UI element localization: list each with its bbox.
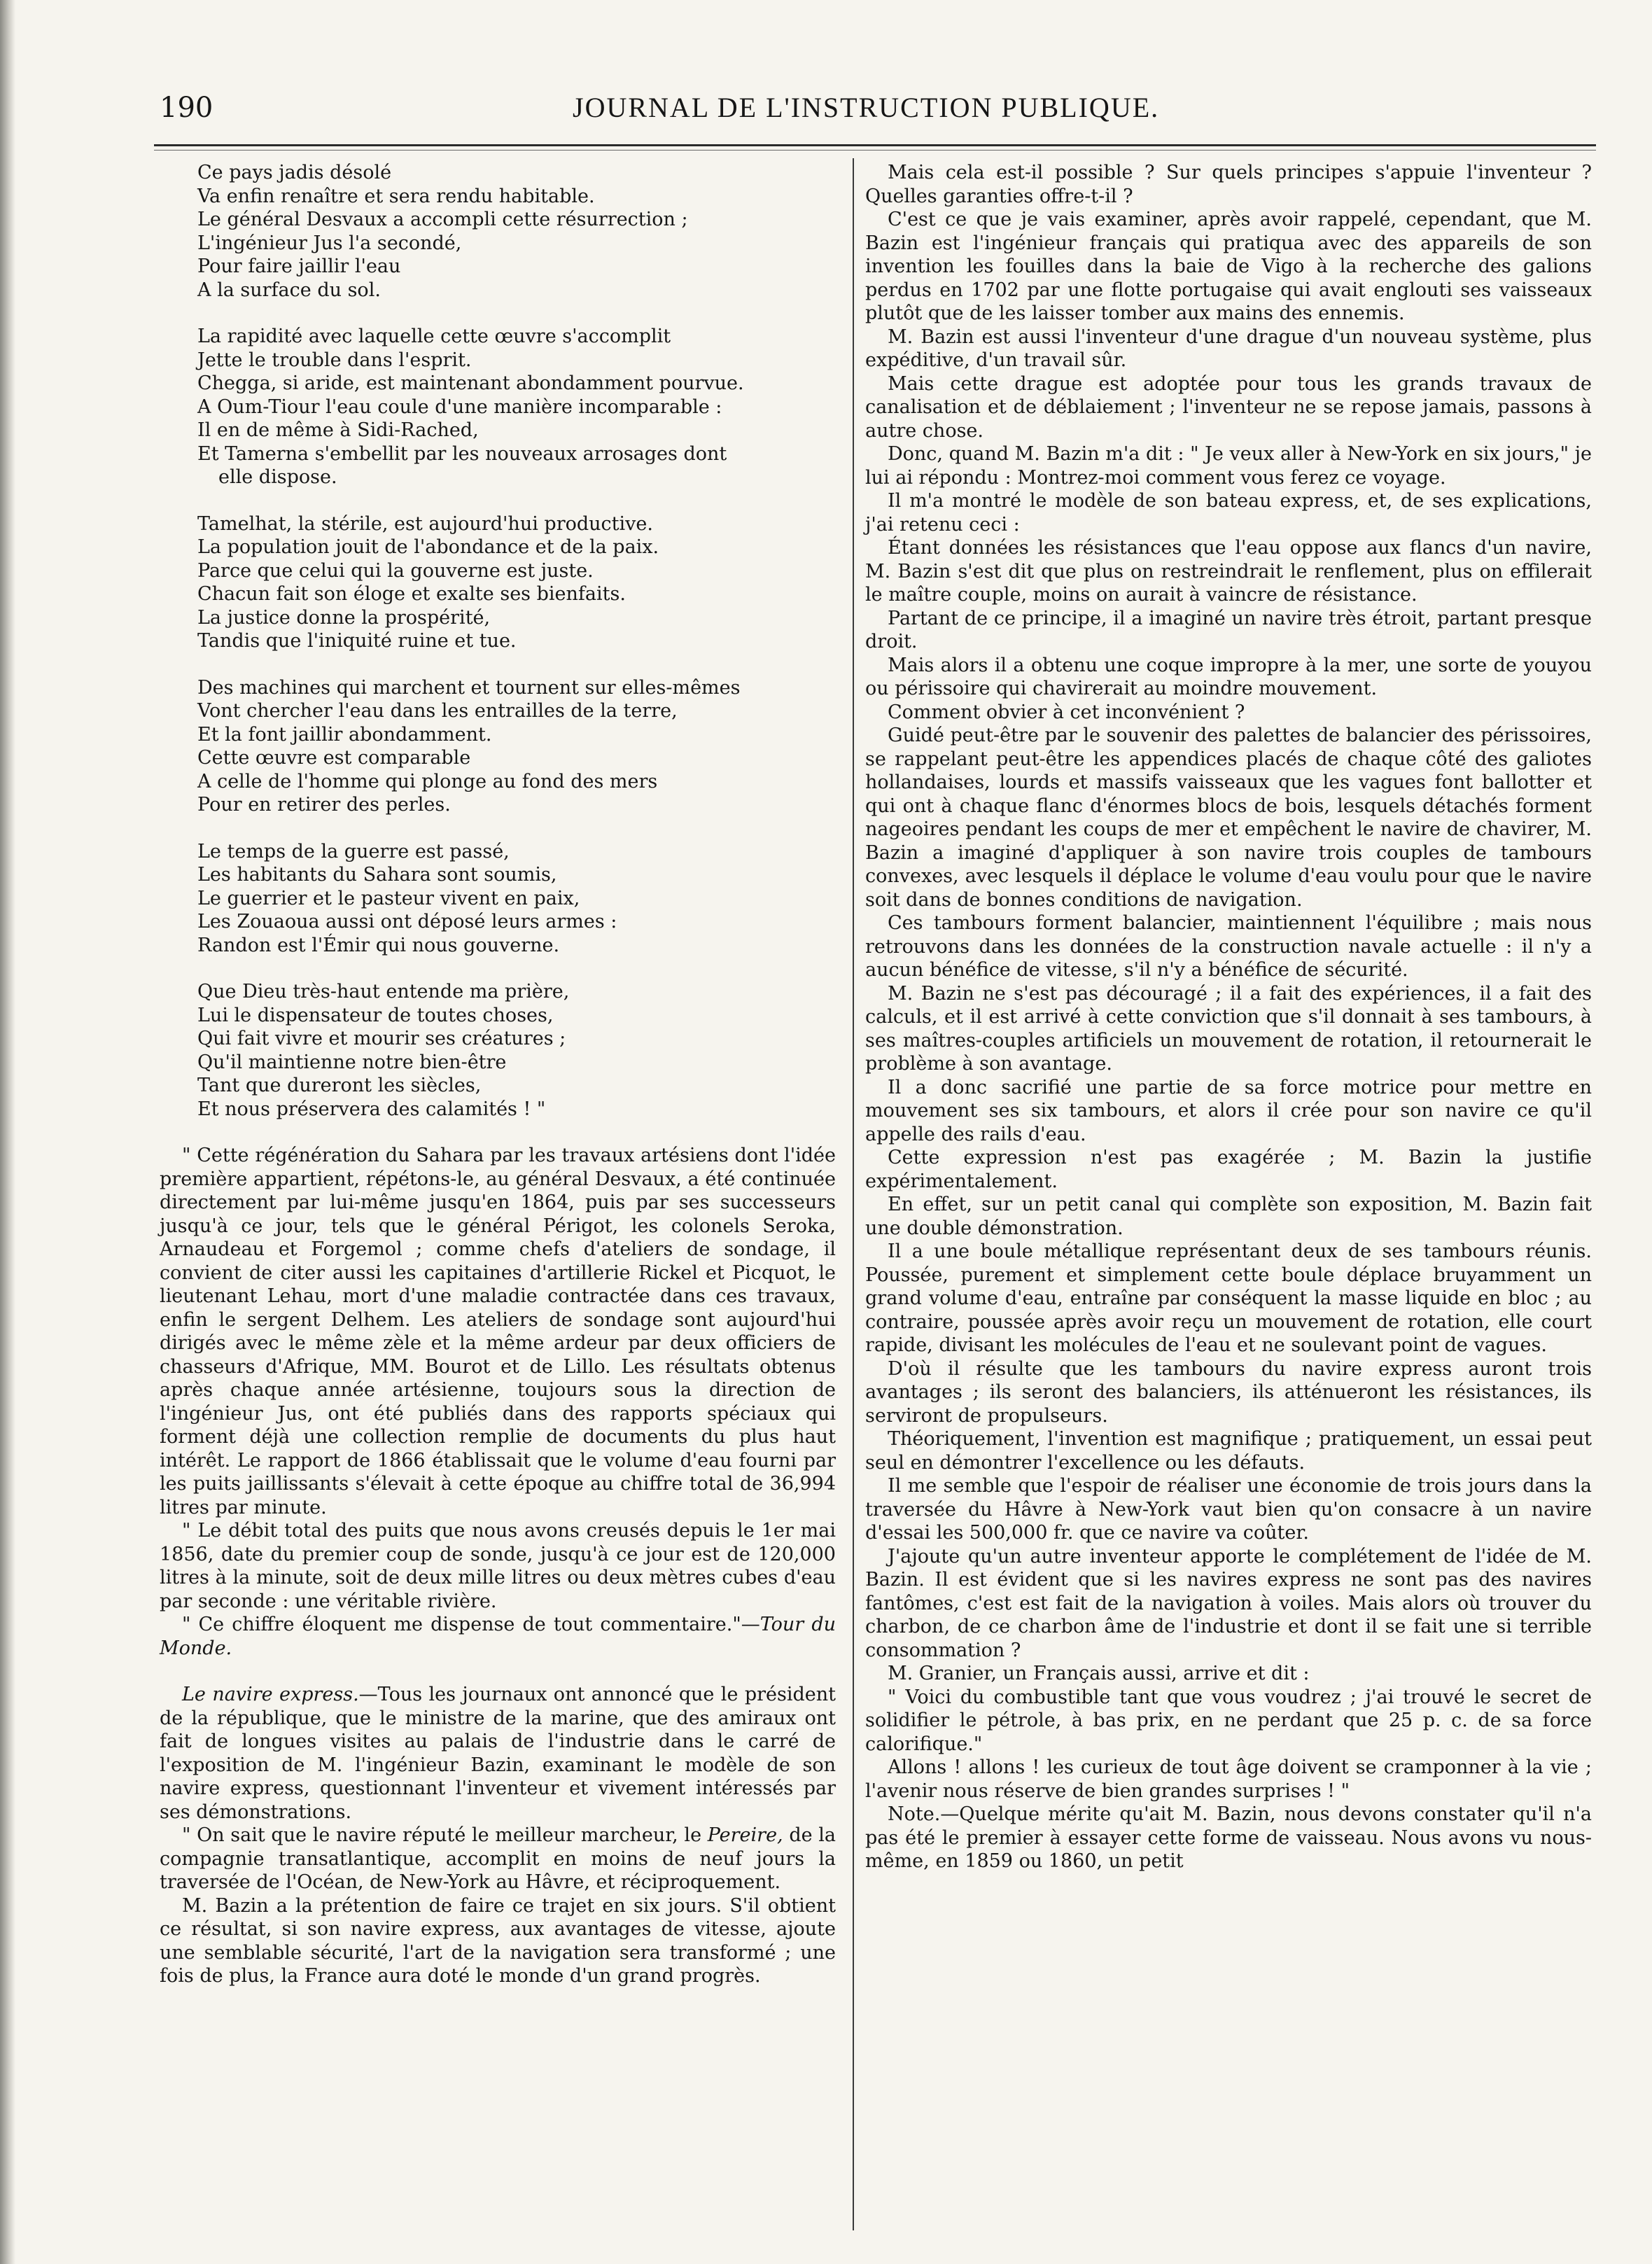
quote-text: " Ce chiffre éloquent me dispense de tout commentaire."—	[182, 1614, 760, 1635]
poem-line: Jette le trouble dans l'esprit.	[197, 349, 472, 371]
article-paragraph: Ces tambours forment balancier, maintiennent l'équilibre ; mais nous retrouvons dans les données de la construction navale actuelle : il n'y a aucun bénéfice de vitesse, s'il n'y a bénéfice de sécurité.	[865, 912, 1592, 981]
page-number: 190	[160, 92, 214, 124]
article-text: —Tous les journaux ont annoncé que le président de la république, que le ministre de la marine, que des amiraux ont fait de longues visites au palais de l'industrie dans le carré de l'exposition de M. l'ingénieur Bazin, examinant le modèle de son navire express, questionnant l'inventeur et vivement intéressés par ses démonstrations.	[160, 1684, 836, 1823]
poem-line: Le général Desvaux a accompli cette résurrection ;	[197, 209, 688, 230]
poem-line: Vont chercher l'eau dans les entrailles de la terre,	[197, 700, 678, 722]
article-paragraph	[160, 1824, 836, 1894]
right-column	[865, 161, 1592, 1873]
article-paragraph: Il m'a montré le modèle de son bateau express, et, de ses explications, j'ai retenu ceci :	[865, 490, 1592, 536]
article-paragraph: C'est ce que je vais examiner, après avoir rappelé, cependant, que M. Bazin est l'ingénieur français qui pratiqua avec des appareils de son invention les fouilles dans la baie de Vigo à la recherche des galions perdus en 1702 par une flotte portugaise qui avait englouti ses vaisseaux plutôt que de les laisser tomber aux mains des ennemis.	[865, 209, 1592, 324]
article-paragraph: Cette expression n'est pas exagérée ; M. Bazin la justifie expérimentalement.	[865, 1147, 1592, 1192]
article-paragraph: " Voici du combustible tant que vous voudrez ; j'ai trouvé le secret de solidifier le pétrole, à bas prix, en ne perdant que 25 p. c. de sa force calorifique."	[865, 1686, 1592, 1755]
poem-line: Pour faire jaillir l'eau	[197, 256, 401, 277]
article-paragraph: Note.—Quelque mérite qu'ait M. Bazin, nous devons constater qu'il n'a pas été le premier à essayer cette forme de vaisseau. Nous avons vu nous-même, en 1859 ou 1860, un petit	[865, 1803, 1592, 1872]
article-heading: Le navire express.	[182, 1684, 359, 1705]
poem-line: La population jouit de l'abondance et de la paix.	[197, 536, 659, 558]
poem-stanza	[197, 512, 836, 653]
poem-line: Et nous préservera des calamités ! "	[197, 1098, 546, 1120]
poem-stanza	[197, 980, 836, 1121]
poem-line: Il en de même à Sidi-Rached,	[197, 419, 479, 441]
article-paragraph: Partant de ce principe, il a imaginé un navire très étroit, partant presque droit.	[865, 607, 1592, 652]
ship-name: Pereire,	[707, 1824, 783, 1846]
poem-line: A celle de l'homme qui plonge au fond des mers	[197, 770, 658, 792]
article-paragraph	[160, 1683, 836, 1824]
poem-line: Va enfin renaître et sera rendu habitable.	[197, 185, 595, 207]
poem-line: Tandis que l'iniquité ruine et tue.	[197, 630, 517, 652]
left-column	[160, 161, 836, 1988]
article-paragraph: Mais cette drague est adoptée pour tous les grands travaux de canalisation et de déblaiement ; l'inventeur ne se repose jamais, passons à autre chose.	[865, 372, 1592, 442]
poem-line: L'ingénieur Jus l'a secondé,	[197, 232, 462, 254]
poem-line: Chegga, si aride, est maintenant abondamment pourvue.	[197, 372, 744, 394]
poem-line: Le temps de la guerre est passé,	[197, 840, 510, 862]
poem-line: Les Zouaoua aussi ont déposé leurs armes :	[197, 911, 617, 932]
article-paragraph: " Cette régénération du Sahara par les travaux artésiens dont l'idée première appartient, répétons-le, au général Desvaux, a été continuée directement par lui-même jusqu'en 1864, puis par ses successeurs jusqu'à ce jour, tels que le général Périgot, les colonels Seroka, Arnaudeau et Forgemol ; comme chefs d'ateliers de sondage, il convient de citer aussi les capitaines d'artillerie Rickel et Picquot, le lieutenant Lehau, mort d'une maladie contractée dans ces travaux, enfin le sergent Delhem. Les ateliers de sondage sont aujourd'hui dirigés avec le même zèle et la même ardeur par deux officiers de chasseurs d'Afrique, MM. Bourot et de Lillo. Les résultats obtenus après chaque année artésienne, toujours sous la direction de l'ingénieur Jus, ont été publiés dans des rapports spéciaux qui forment déjà une collection remplie de documents du plus haut intérêt. Le rapport de 1866 établissait que le volume d'eau fourni par les puits jaillissants s'élevait à cette époque au chiffre total de 36,994 litres par minute.	[160, 1145, 836, 1518]
page-header	[160, 90, 1588, 133]
poem-line: Les habitants du Sahara sont soumis,	[197, 864, 557, 886]
poem-line: Qu'il maintienne notre bien-être	[197, 1051, 507, 1073]
poem-line: elle dispose.	[218, 466, 337, 488]
article-paragraph: Il a donc sacrifié une partie de sa force motrice pour mettre en mouvement ses six tambours, et alors il crée pour son navire ce qu'il appelle des rails d'eau.	[865, 1076, 1592, 1145]
article-paragraph: M. Bazin ne s'est pas découragé ; il a fait des expériences, il a fait des calculs, et il est arrivé à cette conviction que s'il donnait à ses tambours, à ses maîtres-couples artificiels un mouvement de rotation, il retournerait le problème à son avantage.	[865, 982, 1592, 1075]
poem-line: Que Dieu très-haut entende ma prière,	[197, 981, 570, 1002]
poem-stanza	[197, 676, 836, 817]
poem-line: La justice donne la prospérité,	[197, 606, 491, 629]
article-paragraph: Il a une boule métallique représentant deux de ses tambours réunis. Poussée, purement et simplement cette boule déplace bruyamment un grand volume d'eau, entraîne par conséquent la masse liquide en bloc ; au contraire, poussée après avoir reçu un mouvement de rotation, elle court rapide, divisant les molécules de l'eau et ne soulevant point de vagues.	[865, 1241, 1592, 1356]
article-text: de la compagnie transatlantique, accomplit en moins de neuf jours la traversée de l'Océan, de New-York au Hâvre, et réciproquement.	[160, 1824, 836, 1893]
article-paragraph: M. Bazin a la prétention de faire ce trajet en six jours. S'il obtient ce résultat, si son navire express, aux avantages de vitesse, ajoute une semblable sécurité, l'art de la navigation sera transformé ; une fois de plus, la France aura doté le monde d'un grand progrès.	[160, 1894, 836, 1987]
article-text: " On sait que le navire réputé le meilleur marcheur, le	[182, 1824, 708, 1846]
poem-line: Cette œuvre est comparable	[197, 747, 471, 769]
poem-line: Et Tamerna s'embellit par les nouveaux arrosages dont	[197, 442, 727, 465]
poem-line: La rapidité avec laquelle cette œuvre s'accomplit	[197, 326, 671, 347]
article-paragraph: J'ajoute qu'un autre inventeur apporte le complétement de l'idée de M. Bazin. Il est évident que si les navires express ne sont pas des navires fantômes, c'est est fait de la navigation à voiles. Mais alors où trouver du charbon, de ce charbon âme de l'industrie et dont il se fait une si terrible consommation ?	[865, 1545, 1592, 1661]
article-paragraph: Comment obvier à cet inconvénient ?	[888, 701, 1245, 723]
article-paragraph: Guidé peut-être par le souvenir des palettes de balancier des périssoires, se rappelant peut-être les appendices placés de chaque côté des galiotes hollandaises, lourds et massifs vaisseaux que les vagues font ballotter et qui ont à chaque flanc d'énormes blocs de bois, lesquels détachés forment nageoires pendant les coups de mer et empêchent le navire de chavirer, M. Bazin a imaginé d'appliquer à son navire trois couples de tambours convexes, avec lesquels il déplace le volume d'eau voulu pour que le navire soit dans de bonnes conditions de navigation.	[865, 725, 1592, 911]
poem-line: Tamelhat, la stérile, est aujourd'hui productive.	[197, 512, 653, 535]
column-divider	[853, 158, 854, 2230]
poem-line: Tant que dureront les siècles,	[197, 1075, 482, 1096]
header-rule	[154, 144, 1596, 146]
poem-line: A la surface du sol.	[197, 279, 381, 301]
page-binding-edge	[0, 0, 15, 2264]
poem-stanza	[197, 840, 836, 958]
article-paragraph: Allons ! allons ! les curieux de tout âge doivent se cramponner à la vie ; l'avenir nous réserve de bien grandes surprises ! "	[865, 1756, 1592, 1802]
article-paragraph: En effet, sur un petit canal qui complète son exposition, M. Bazin fait une double démonstration.	[865, 1194, 1592, 1239]
article-paragraph	[160, 1613, 836, 1660]
article-paragraph: M. Granier, un Français aussi, arrive et dit :	[888, 1663, 1310, 1684]
poem-line: Randon est l'Émir qui nous gouverne.	[197, 934, 560, 956]
article-paragraph: Théoriquement, l'invention est magnifique ; pratiquement, un essai peut seul en démontrer l'excellence ou les défauts.	[865, 1428, 1592, 1474]
article-paragraph: M. Bazin est aussi l'inventeur d'une drague d'un nouveau système, plus expéditive, d'un travail sûr.	[865, 326, 1592, 371]
article-paragraph: D'où il résulte que les tambours du navire express auront trois avantages ; ils seront des balanciers, ils atténueront les résistances, ils serviront de propulseurs.	[865, 1357, 1592, 1427]
poem-line: Pour en retirer des perles.	[197, 794, 451, 816]
poem-line: Qui fait vivre et mourir ses créatures ;	[197, 1028, 566, 1049]
article-paragraph: Étant données les résistances que l'eau oppose aux flancs d'un navire, M. Bazin s'est dit que plus on restreindrait le renflement, plus on effilerait le maître couple, moins on aurait à vaincre de résistance.	[865, 537, 1592, 606]
poem-line: Lui le dispensateur de toutes choses,	[197, 1004, 554, 1026]
header-rule-thin	[154, 150, 1596, 151]
poem-stanza	[197, 325, 836, 489]
journal-title: JOURNAL DE L'INSTRUCTION PUBLIQUE.	[573, 92, 1160, 123]
poem-line: Et la font jaillir abondamment.	[197, 723, 492, 746]
article-paragraph: Il me semble que l'espoir de réaliser une économie de trois jours dans la traversée du Hâvre à New-York vaut bien qu'on consacre à un navire d'essai les 500,000 fr. que ce navire va coûter.	[865, 1475, 1592, 1544]
article-paragraph: " Le débit total des puits que nous avons creusés depuis le 1er mai 1856, date du premier coup de sonde, jusqu'à ce jour est de 120,000 litres à la minute, soit de deux mille litres ou deux mètres cubes d'eau par seconde : une véritable rivière.	[160, 1520, 836, 1612]
article-paragraph: Mais cela est-il possible ? Sur quels principes s'appuie l'inventeur ? Quelles garanties offre-t-il ?	[865, 162, 1592, 207]
source-citation: Tour du Monde.	[160, 1614, 836, 1659]
article-paragraph: Mais alors il a obtenu une coque impropre à la mer, une sorte de youyou ou périssoire qui chavirerait au moindre mouvement.	[865, 654, 1592, 699]
article-paragraph: Donc, quand M. Bazin m'a dit : " Je veux aller à New-York en six jours," je lui ai répondu : Montrez-moi comment vous ferez ce voyage.	[865, 443, 1592, 489]
poem-line: Parce que celui qui la gouverne est juste.	[197, 559, 594, 582]
poem-stanza	[197, 161, 836, 302]
poem-line: Des machines qui marchent et tournent sur elles-mêmes	[197, 676, 741, 699]
poem-line: A Oum-Tiour l'eau coule d'une manière incomparable :	[197, 396, 722, 418]
poem-line: Ce pays jadis désolé	[197, 162, 392, 183]
poem-line: Chacun fait son éloge et exalte ses bienfaits.	[197, 583, 626, 605]
poem-line: Le guerrier et le pasteur vivent en paix,	[197, 887, 580, 909]
